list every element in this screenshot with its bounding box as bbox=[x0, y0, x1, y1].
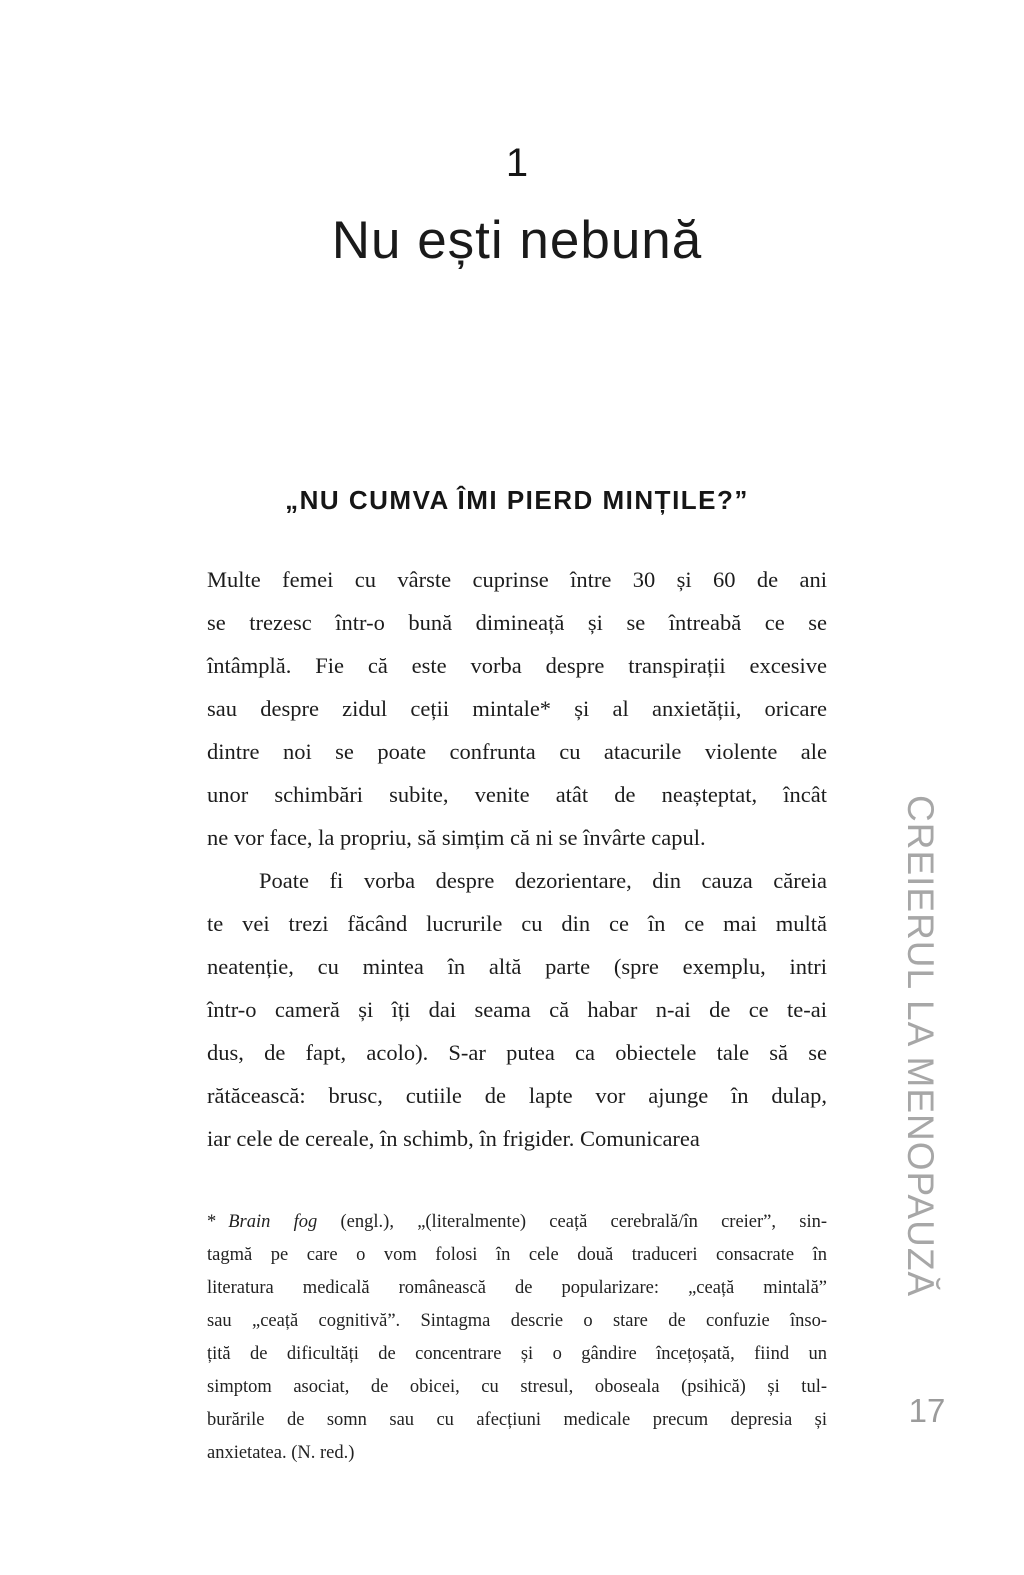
footnote-line-rest: (engl.), „(literalmente) ceață cerebrală/în creier”, sin- bbox=[317, 1212, 828, 1232]
paragraph-1 bbox=[207, 558, 827, 859]
footnote bbox=[207, 1206, 827, 1470]
body-line: rătăcească: brusc, cutiile de lapte vor ajunge în dulap, bbox=[207, 1083, 827, 1108]
body-line: ne vor face, la propriu, să simțim că ni se învârte capul. bbox=[207, 825, 706, 850]
footnote-line: țită de dificultăți de concentrare și o gândire încețoșată, fiind un bbox=[207, 1344, 827, 1364]
body-line: Multe femei cu vârste cuprinse între 30 și 60 de ani bbox=[207, 567, 827, 592]
footnote-line: anxietatea. (N. red.) bbox=[207, 1443, 355, 1463]
body-line: dintre noi se poate confrunta cu atacurile violente ale bbox=[207, 739, 827, 764]
chapter-title: Nu ești nebună bbox=[331, 211, 703, 270]
margin-vertical-label: CREIERUL LA MENOPAUZĂ bbox=[900, 795, 941, 1298]
page-number: 17 bbox=[908, 1392, 946, 1429]
body-line: dus, de fapt, acolo). S-ar putea ca obiectele tale să se bbox=[207, 1040, 827, 1065]
footnote-line: tagmă pe care o vom folosi în cele două traduceri consacrate în bbox=[207, 1245, 827, 1265]
section-heading: „NU CUMVA ÎMI PIERD MINȚILE?” bbox=[285, 485, 749, 515]
body-line: într-o cameră și îți dai seama că habar n-ai de ce te-ai bbox=[207, 997, 827, 1022]
footnote-marker: * bbox=[207, 1212, 217, 1232]
footnote-line: sau „ceață cognitivă”. Sintagma descrie o stare de confuzie înso- bbox=[207, 1311, 827, 1331]
footnote-line: burările de somn sau cu afecțiuni medicale precum depresia și bbox=[207, 1410, 827, 1430]
body-line: întâmplă. Fie că este vorba despre transpirații excesive bbox=[207, 653, 827, 678]
body-line: unor schimbări subite, venite atât de neașteptat, încât bbox=[207, 782, 827, 807]
body-line: se trezesc într-o bună dimineață și se întreabă ce se bbox=[207, 610, 827, 635]
footnote-line bbox=[207, 1206, 827, 1239]
body-line: sau despre zidul ceții mintale* și al anxietății, oricare bbox=[207, 696, 827, 721]
body-line: Poate fi vorba despre dezorientare, din cauza căreia bbox=[259, 868, 827, 893]
footnote-line: simptom asociat, de obicei, cu stresul, oboseala (psihică) și tul- bbox=[207, 1377, 827, 1397]
body-line: iar cele de cereale, în schimb, în frigider. Comunicarea bbox=[207, 1126, 700, 1151]
footnote-term-italic: Brain fog bbox=[228, 1212, 318, 1232]
footnote-line: literatura medicală românească de popularizare: „ceață mintală” bbox=[207, 1278, 827, 1298]
body-text bbox=[207, 558, 827, 1160]
chapter-number: 1 bbox=[505, 141, 529, 185]
body-line: te vei trezi făcând lucrurile cu din ce în ce mai multă bbox=[207, 911, 827, 936]
body-line: neatenție, cu mintea în altă parte (spre exemplu, intri bbox=[207, 954, 827, 979]
paragraph-2 bbox=[207, 859, 827, 1160]
